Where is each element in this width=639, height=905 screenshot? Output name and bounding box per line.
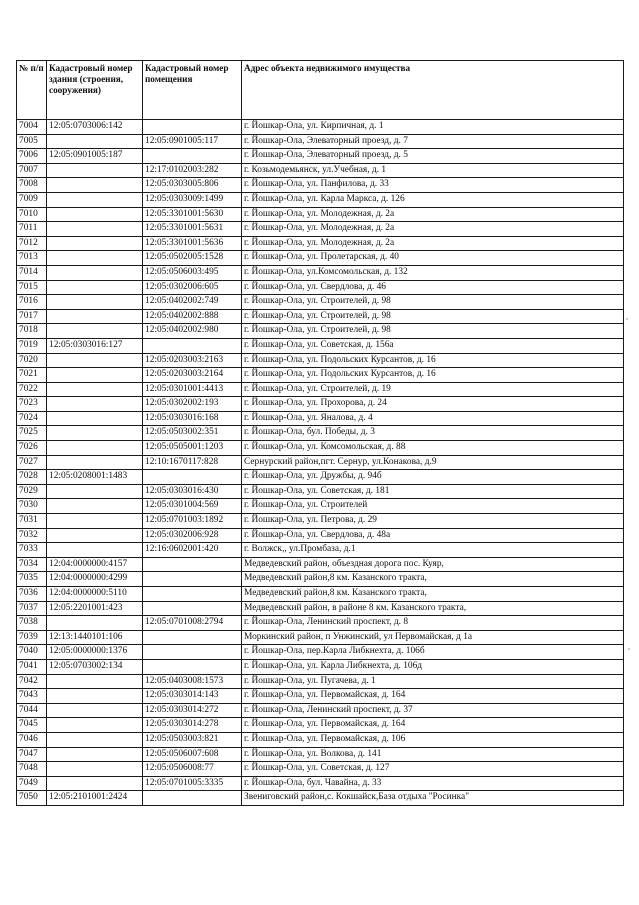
table-row bbox=[17, 484, 624, 499]
table-row bbox=[17, 528, 624, 543]
premises-cadastral-cell bbox=[143, 630, 242, 645]
premises-cadastral-cell: 12:05:0701005:3335 bbox=[143, 776, 242, 791]
premises-cadastral-cell: 12:16:0602001:420 bbox=[143, 543, 242, 558]
address-cell: г. Йошкар-Ола, ул. Волкова, д. 141 bbox=[242, 747, 624, 762]
address-cell: Медведевский район,8 км. Казанского тракта, bbox=[242, 572, 624, 587]
row-number-cell: 7047 bbox=[17, 747, 47, 762]
address-cell: г. Йошкар-Ола, ул. Первомайская, д. 106 bbox=[242, 732, 624, 747]
table-row bbox=[17, 324, 624, 339]
row-number-cell: 7037 bbox=[17, 601, 47, 616]
premises-cadastral-cell bbox=[143, 149, 242, 164]
building-cadastral-cell: 12:05:0703002:134 bbox=[47, 659, 143, 674]
scan-speck bbox=[626, 318, 628, 320]
table-row bbox=[17, 120, 624, 135]
premises-cadastral-cell: 12:05:0302002:193 bbox=[143, 397, 242, 412]
building-cadastral-cell bbox=[47, 382, 143, 397]
premises-cadastral-cell: 12:05:0402002:749 bbox=[143, 295, 242, 310]
row-number-cell: 7008 bbox=[17, 178, 47, 193]
row-number-cell: 7043 bbox=[17, 689, 47, 704]
row-number-cell: 7038 bbox=[17, 616, 47, 631]
address-cell: Медведевский район, объездная дорога пос. Куяр, bbox=[242, 557, 624, 572]
row-number-cell: 7009 bbox=[17, 192, 47, 207]
table-row bbox=[17, 411, 624, 426]
building-cadastral-cell bbox=[47, 426, 143, 441]
building-cadastral-cell bbox=[47, 514, 143, 529]
building-cadastral-cell bbox=[47, 324, 143, 339]
table-row bbox=[17, 732, 624, 747]
address-cell: г. Йошкар-Ола, ул. Строителей, д. 98 bbox=[242, 309, 624, 324]
row-number-cell: 7032 bbox=[17, 528, 47, 543]
premises-cadastral-cell bbox=[143, 601, 242, 616]
row-number-cell: 7034 bbox=[17, 557, 47, 572]
table-row bbox=[17, 338, 624, 353]
building-cadastral-cell bbox=[47, 192, 143, 207]
row-number-cell: 7041 bbox=[17, 659, 47, 674]
premises-cadastral-cell bbox=[143, 470, 242, 485]
row-number-cell: 7014 bbox=[17, 265, 47, 280]
address-cell: г. Йошкар-Ола, Элеваторный проезд, д. 7 bbox=[242, 134, 624, 149]
row-number-cell: 7017 bbox=[17, 309, 47, 324]
address-cell: г. Волжск,, ул.Промбаза, д.1 bbox=[242, 543, 624, 558]
building-cadastral-cell bbox=[47, 543, 143, 558]
table-row bbox=[17, 674, 624, 689]
premises-cadastral-cell: 12:05:0303009:1499 bbox=[143, 192, 242, 207]
address-cell: г. Йошкар-Ола, ул. Петрова, д. 29 bbox=[242, 514, 624, 529]
address-cell: г. Йошкар-Ола, ул. Свердлова, д. 48а bbox=[242, 528, 624, 543]
premises-cadastral-cell bbox=[143, 587, 242, 602]
premises-cadastral-cell: 12:05:0403008:1573 bbox=[143, 674, 242, 689]
table-row bbox=[17, 645, 624, 660]
premises-cadastral-cell: 12:05:0901005:117 bbox=[143, 134, 242, 149]
premises-cadastral-cell: 12:05:0505001:1203 bbox=[143, 441, 242, 456]
table-row bbox=[17, 470, 624, 485]
building-cadastral-cell: 12:13:1440101:106 bbox=[47, 630, 143, 645]
premises-cadastral-cell: 12:05:0303016:430 bbox=[143, 484, 242, 499]
row-number-cell: 7018 bbox=[17, 324, 47, 339]
row-number-cell: 7050 bbox=[17, 791, 47, 806]
table-header-row bbox=[17, 61, 624, 120]
address-cell: г. Йошкар-Ола, ул. Строителей, д. 98 bbox=[242, 324, 624, 339]
table-body bbox=[17, 120, 624, 806]
address-cell: г. Йошкар-Ола, ул. Карла Либкнехта, д. 106д bbox=[242, 659, 624, 674]
table-row bbox=[17, 265, 624, 280]
row-number-cell: 7011 bbox=[17, 222, 47, 237]
building-cadastral-cell: 12:05:0901005:187 bbox=[47, 149, 143, 164]
address-cell: г. Йошкар-Ола, ул. Молодежная, д. 2а bbox=[242, 207, 624, 222]
building-cadastral-cell bbox=[47, 265, 143, 280]
premises-cadastral-cell bbox=[143, 338, 242, 353]
building-cadastral-cell bbox=[47, 236, 143, 251]
table-row bbox=[17, 251, 624, 266]
table-row bbox=[17, 499, 624, 514]
premises-cadastral-cell: 12:05:0302006:605 bbox=[143, 280, 242, 295]
building-cadastral-cell: 12:05:2201001:423 bbox=[47, 601, 143, 616]
property-register-table bbox=[16, 60, 624, 806]
row-number-cell: 7004 bbox=[17, 120, 47, 135]
building-cadastral-cell bbox=[47, 674, 143, 689]
address-cell: г. Йошкар-Ола, ул. Яналова, д. 4 bbox=[242, 411, 624, 426]
premises-cadastral-cell: 12:05:3301001:5636 bbox=[143, 236, 242, 251]
row-number-cell: 7010 bbox=[17, 207, 47, 222]
building-cadastral-cell: 12:05:0000000:1376 bbox=[47, 645, 143, 660]
premises-cadastral-cell: 12:05:0303016:168 bbox=[143, 411, 242, 426]
table-row bbox=[17, 134, 624, 149]
premises-cadastral-cell: 12:05:0503002:351 bbox=[143, 426, 242, 441]
table-row bbox=[17, 353, 624, 368]
premises-cadastral-cell: 12:05:0301001:4413 bbox=[143, 382, 242, 397]
table-row bbox=[17, 659, 624, 674]
address-cell: г. Йошкар-Ола, ул. Карла Маркса, д. 126 bbox=[242, 192, 624, 207]
address-cell: г. Йошкар-Ола, ул. Молодежная, д. 2а bbox=[242, 222, 624, 237]
premises-cadastral-cell bbox=[143, 659, 242, 674]
address-cell: г. Йошкар-Ола, ул. Молодежная, д. 2а bbox=[242, 236, 624, 251]
header-address: Адрес объекта недвижимого имущества bbox=[242, 61, 624, 120]
row-number-cell: 7027 bbox=[17, 455, 47, 470]
premises-cadastral-cell: 12:05:3301001:5631 bbox=[143, 222, 242, 237]
address-cell: г. Йошкар-Ола, ул. Кирпичная, д. 1 bbox=[242, 120, 624, 135]
row-number-cell: 7049 bbox=[17, 776, 47, 791]
premises-cadastral-cell: 12:10:1670117:828 bbox=[143, 455, 242, 470]
address-cell: г. Йошкар-Ола, ул.Комсомольская, д. 132 bbox=[242, 265, 624, 280]
address-cell: г. Йошкар-Ола, Элеваторный проезд, д. 5 bbox=[242, 149, 624, 164]
building-cadastral-cell: 12:04:0000000:4299 bbox=[47, 572, 143, 587]
header-premises-cadastral: Кадастровый номер помещения bbox=[143, 61, 242, 120]
premises-cadastral-cell: 12:05:0303014:143 bbox=[143, 689, 242, 704]
building-cadastral-cell bbox=[47, 455, 143, 470]
premises-cadastral-cell: 12:05:0506003:495 bbox=[143, 265, 242, 280]
table-row bbox=[17, 455, 624, 470]
table-row bbox=[17, 791, 624, 806]
address-cell: г. Йошкар-Ола, ул. Первомайская, д. 164 bbox=[242, 689, 624, 704]
header-number: № п/п bbox=[17, 61, 47, 120]
building-cadastral-cell bbox=[47, 309, 143, 324]
address-cell: Сернурский район,пгт. Сернур, ул.Конакова, д.9 bbox=[242, 455, 624, 470]
building-cadastral-cell bbox=[47, 178, 143, 193]
row-number-cell: 7015 bbox=[17, 280, 47, 295]
table-row bbox=[17, 163, 624, 178]
table-row bbox=[17, 192, 624, 207]
row-number-cell: 7020 bbox=[17, 353, 47, 368]
building-cadastral-cell bbox=[47, 441, 143, 456]
row-number-cell: 7016 bbox=[17, 295, 47, 310]
row-number-cell: 7029 bbox=[17, 484, 47, 499]
table-row bbox=[17, 178, 624, 193]
table-row bbox=[17, 368, 624, 383]
premises-cadastral-cell bbox=[143, 645, 242, 660]
premises-cadastral-cell: 12:05:0203003:2164 bbox=[143, 368, 242, 383]
premises-cadastral-cell: 12:05:0302006:928 bbox=[143, 528, 242, 543]
premises-cadastral-cell: 12:05:0303005:806 bbox=[143, 178, 242, 193]
premises-cadastral-cell: 12:05:0701003:1892 bbox=[143, 514, 242, 529]
building-cadastral-cell: 12:04:0000000:5110 bbox=[47, 587, 143, 602]
table-row bbox=[17, 222, 624, 237]
table-row bbox=[17, 703, 624, 718]
row-number-cell: 7033 bbox=[17, 543, 47, 558]
row-number-cell: 7031 bbox=[17, 514, 47, 529]
address-cell: г. Йошкар-Ола, бул. Победы, д. 3 bbox=[242, 426, 624, 441]
row-number-cell: 7019 bbox=[17, 338, 47, 353]
address-cell: Медведевский район,8 км. Казанского тракта, bbox=[242, 587, 624, 602]
premises-cadastral-cell bbox=[143, 557, 242, 572]
building-cadastral-cell bbox=[47, 134, 143, 149]
address-cell: г. Йошкар-Ола, ул. Пролетарская, д. 40 bbox=[242, 251, 624, 266]
row-number-cell: 7022 bbox=[17, 382, 47, 397]
address-cell: г. Йошкар-Ола, ул. Подольских Курсантов, д. 16 bbox=[242, 353, 624, 368]
table-row bbox=[17, 149, 624, 164]
building-cadastral-cell: 12:04:0000000:4157 bbox=[47, 557, 143, 572]
row-number-cell: 7030 bbox=[17, 499, 47, 514]
address-cell: г. Йошкар-Ола, ул. Советская, д. 127 bbox=[242, 762, 624, 777]
premises-cadastral-cell: 12:05:0303014:272 bbox=[143, 703, 242, 718]
address-cell: г. Йошкар-Ола, Ленинский проспект, д. 37 bbox=[242, 703, 624, 718]
table-row bbox=[17, 616, 624, 631]
premises-cadastral-cell: 12:05:0701008:2794 bbox=[143, 616, 242, 631]
premises-cadastral-cell: 12:05:0402002:980 bbox=[143, 324, 242, 339]
building-cadastral-cell bbox=[47, 368, 143, 383]
row-number-cell: 7039 bbox=[17, 630, 47, 645]
building-cadastral-cell bbox=[47, 747, 143, 762]
table-row bbox=[17, 762, 624, 777]
premises-cadastral-cell: 12:05:0506008:77 bbox=[143, 762, 242, 777]
building-cadastral-cell bbox=[47, 484, 143, 499]
premises-cadastral-cell: 12:05:0402002:888 bbox=[143, 309, 242, 324]
table-row bbox=[17, 601, 624, 616]
table-row bbox=[17, 295, 624, 310]
row-number-cell: 7046 bbox=[17, 732, 47, 747]
address-cell: г. Йошкар-Ола, ул. Комсомольская, д. 88 bbox=[242, 441, 624, 456]
address-cell: Моркинский район, п Унжинский, ул Первомайская, д 1а bbox=[242, 630, 624, 645]
premises-cadastral-cell: 12:05:0303014:278 bbox=[143, 718, 242, 733]
building-cadastral-cell bbox=[47, 718, 143, 733]
building-cadastral-cell bbox=[47, 528, 143, 543]
table-row bbox=[17, 397, 624, 412]
building-cadastral-cell bbox=[47, 163, 143, 178]
building-cadastral-cell: 12:05:0303016:127 bbox=[47, 338, 143, 353]
table-row bbox=[17, 776, 624, 791]
row-number-cell: 7007 bbox=[17, 163, 47, 178]
building-cadastral-cell bbox=[47, 295, 143, 310]
row-number-cell: 7024 bbox=[17, 411, 47, 426]
row-number-cell: 7023 bbox=[17, 397, 47, 412]
row-number-cell: 7035 bbox=[17, 572, 47, 587]
address-cell: г. Йошкар-Ола, ул. Панфилова, д. 33 bbox=[242, 178, 624, 193]
building-cadastral-cell: 12:05:0208001:1483 bbox=[47, 470, 143, 485]
premises-cadastral-cell bbox=[143, 791, 242, 806]
premises-cadastral-cell: 12:17:0102003:282 bbox=[143, 163, 242, 178]
address-cell: г. Йошкар-Ола, ул. Подольских Курсантов, д. 16 bbox=[242, 368, 624, 383]
building-cadastral-cell bbox=[47, 397, 143, 412]
table-row bbox=[17, 514, 624, 529]
building-cadastral-cell bbox=[47, 689, 143, 704]
row-number-cell: 7013 bbox=[17, 251, 47, 266]
address-cell: г. Йошкар-Ола, ул. Строителей bbox=[242, 499, 624, 514]
row-number-cell: 7036 bbox=[17, 587, 47, 602]
row-number-cell: 7005 bbox=[17, 134, 47, 149]
table-row bbox=[17, 207, 624, 222]
address-cell: г. Йошкар-Ола, ул. Свердлова, д. 46 bbox=[242, 280, 624, 295]
building-cadastral-cell bbox=[47, 207, 143, 222]
address-cell: г. Йошкар-Ола, ул. Советская, д. 181 bbox=[242, 484, 624, 499]
row-number-cell: 7012 bbox=[17, 236, 47, 251]
table-row bbox=[17, 689, 624, 704]
building-cadastral-cell bbox=[47, 222, 143, 237]
premises-cadastral-cell: 12:05:0506007:608 bbox=[143, 747, 242, 762]
row-number-cell: 7048 bbox=[17, 762, 47, 777]
row-number-cell: 7042 bbox=[17, 674, 47, 689]
premises-cadastral-cell bbox=[143, 572, 242, 587]
address-cell: г. Йошкар-Ола, ул. Дружбы, д. 94б bbox=[242, 470, 624, 485]
table-row bbox=[17, 587, 624, 602]
table-row bbox=[17, 557, 624, 572]
row-number-cell: 7040 bbox=[17, 645, 47, 660]
scan-speck bbox=[628, 648, 630, 650]
building-cadastral-cell bbox=[47, 499, 143, 514]
address-cell: г. Йошкар-Ола, пер.Карла Либкнехта, д. 106б bbox=[242, 645, 624, 660]
row-number-cell: 7006 bbox=[17, 149, 47, 164]
building-cadastral-cell bbox=[47, 353, 143, 368]
address-cell: Медведевский район, в районе 8 км. Казанского тракта, bbox=[242, 601, 624, 616]
premises-cadastral-cell: 12:05:0503003:821 bbox=[143, 732, 242, 747]
building-cadastral-cell bbox=[47, 616, 143, 631]
table-row bbox=[17, 630, 624, 645]
building-cadastral-cell bbox=[47, 411, 143, 426]
address-cell: г. Йошкар-Ола, ул. Первомайская, д. 164 bbox=[242, 718, 624, 733]
building-cadastral-cell bbox=[47, 762, 143, 777]
building-cadastral-cell bbox=[47, 251, 143, 266]
address-cell: г. Козьмодемьянск, ул.Учебная, д. 1 bbox=[242, 163, 624, 178]
premises-cadastral-cell: 12:05:3301001:5630 bbox=[143, 207, 242, 222]
table-row bbox=[17, 426, 624, 441]
header-building-cadastral: Кадастровый номер здания (строения, сооружения) bbox=[47, 61, 143, 120]
premises-cadastral-cell: 12:05:0502005:1528 bbox=[143, 251, 242, 266]
premises-cadastral-cell: 12:05:0301004:569 bbox=[143, 499, 242, 514]
table-row bbox=[17, 718, 624, 733]
address-cell: г. Йошкар-Ола, ул. Строителей, д. 19 bbox=[242, 382, 624, 397]
address-cell: г. Йошкар-Ола, ул. Прохорова, д. 24 bbox=[242, 397, 624, 412]
table-row bbox=[17, 572, 624, 587]
building-cadastral-cell bbox=[47, 776, 143, 791]
table-row bbox=[17, 309, 624, 324]
row-number-cell: 7045 bbox=[17, 718, 47, 733]
address-cell: г. Йошкар-Ола, ул. Строителей, д. 98 bbox=[242, 295, 624, 310]
row-number-cell: 7028 bbox=[17, 470, 47, 485]
building-cadastral-cell bbox=[47, 732, 143, 747]
premises-cadastral-cell: 12:05:0203003:2163 bbox=[143, 353, 242, 368]
address-cell: г. Йошкар-Ола, ул. Пугачева, д. 1 bbox=[242, 674, 624, 689]
building-cadastral-cell: 12:05:2101001:2424 bbox=[47, 791, 143, 806]
building-cadastral-cell bbox=[47, 280, 143, 295]
address-cell: г. Йошкар-Ола, ул. Советская, д. 156а bbox=[242, 338, 624, 353]
address-cell: Звениговский район,с. Кокшайск,База отдыха "Росинка" bbox=[242, 791, 624, 806]
row-number-cell: 7044 bbox=[17, 703, 47, 718]
address-cell: г. Йошкар-Ола, бул. Чавайна, д. 33 bbox=[242, 776, 624, 791]
row-number-cell: 7021 bbox=[17, 368, 47, 383]
table-row bbox=[17, 280, 624, 295]
table-row bbox=[17, 441, 624, 456]
table-row bbox=[17, 382, 624, 397]
table-row bbox=[17, 543, 624, 558]
row-number-cell: 7025 bbox=[17, 426, 47, 441]
building-cadastral-cell bbox=[47, 703, 143, 718]
address-cell: г. Йошкар-Ола, Ленинский проспект, д. 8 bbox=[242, 616, 624, 631]
row-number-cell: 7026 bbox=[17, 441, 47, 456]
premises-cadastral-cell bbox=[143, 120, 242, 135]
table-row bbox=[17, 236, 624, 251]
building-cadastral-cell: 12:05:0703006:142 bbox=[47, 120, 143, 135]
table-row bbox=[17, 747, 624, 762]
